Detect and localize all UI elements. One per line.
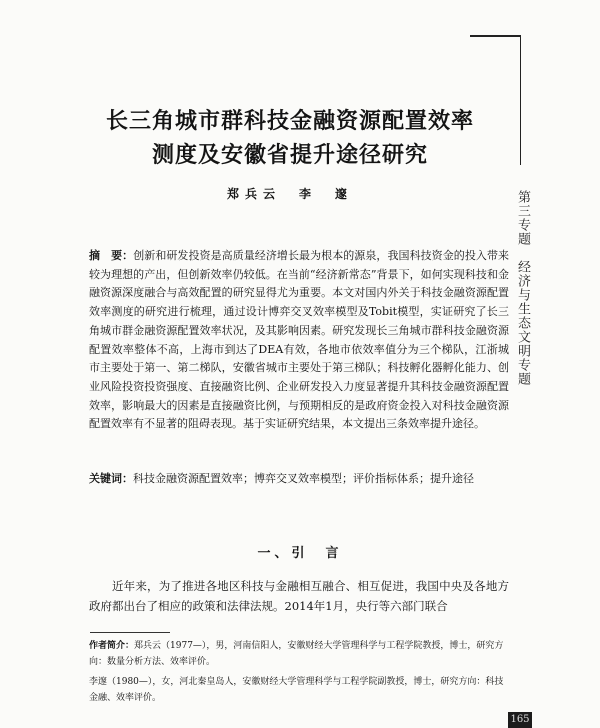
abstract [89,247,509,434]
authors: 郑兵云 李 邃 [226,187,353,201]
footnote-author-2: 李邃（1980—），女，河北秦皇岛人，安徽财经大学管理科学与工程学院副教授，博士，研究方向：科技金融、效率评价。 [89,677,504,703]
keywords [89,470,509,489]
header-rule-vertical [520,35,521,165]
body-paragraph: 近年来，为了推进各地区科技与金融相互融合、相互促进，我国中央及各地方政府都出台了相应的政策和法律法规。2014年1月，央行等六部门联合 [89,579,509,613]
abstract-label: 摘 要： [89,249,134,262]
footnote-text-1: 郑兵云（1977—），男，河南信阳人，安徽财经大学管理科学与工程学院教授，博士，研究方向：数量分析方法、效率评价。 [89,641,504,667]
paper-title-line-2: 测度及安徽省提升途径研究 [151,143,428,168]
keywords-label: 关键词： [89,472,133,485]
footnote-divider [90,632,170,633]
section-heading-introduction: 一、引 言 [257,546,343,561]
page-number: 165 [508,712,532,728]
footnote-author-1 [89,638,509,670]
paper-title-line-1: 长三角城市群科技金融资源配置效率 [105,109,474,134]
keywords-text: 科技金融资源配置效率；博弈交叉效率模型；评价指标体系；提升途径 [133,472,474,485]
running-section-label: 第三专题 经济与生态文明专题 [515,190,530,386]
abstract-text: 创新和研发投资是高质量经济增长最为根本的源泉，我国科技资金的投入带来较为理想的产出，但创新效率仍较低。在当前“经济新常态”背景下，如何实现科技和金融资源深度融合与高效配置的研究显得尤为重要。本文对国内外关于科技金融资源配置效率测度的研究进行梳理，通过设计博弈交叉效率模型及Tobit模型，实证研究了长三角城市群金融资源配置效率状况，及其影响因素。研究发现长三角城市群科技金融资源配置效率整体不高，上海市到达了DEA有效，各地市依效率值分为三个梯队，江浙城市主要处于第一、第二梯队，安徽省城市主要处于第三梯队；科技孵化器孵化能力、创业风险投资投资强度、直接融资比例、企业研发投入力度显著提升其科技金融资源配置效率，影响最大的因素是直接融资比例，与预期相反的是政府资金投入对科技金融资源配置效率有不显著的阻碍表现。基于实证研究结果，本文提出三条效率提升途径。 [89,249,509,431]
footnote-label: 作者简介： [89,641,135,651]
header-rule-horizontal [470,35,520,37]
